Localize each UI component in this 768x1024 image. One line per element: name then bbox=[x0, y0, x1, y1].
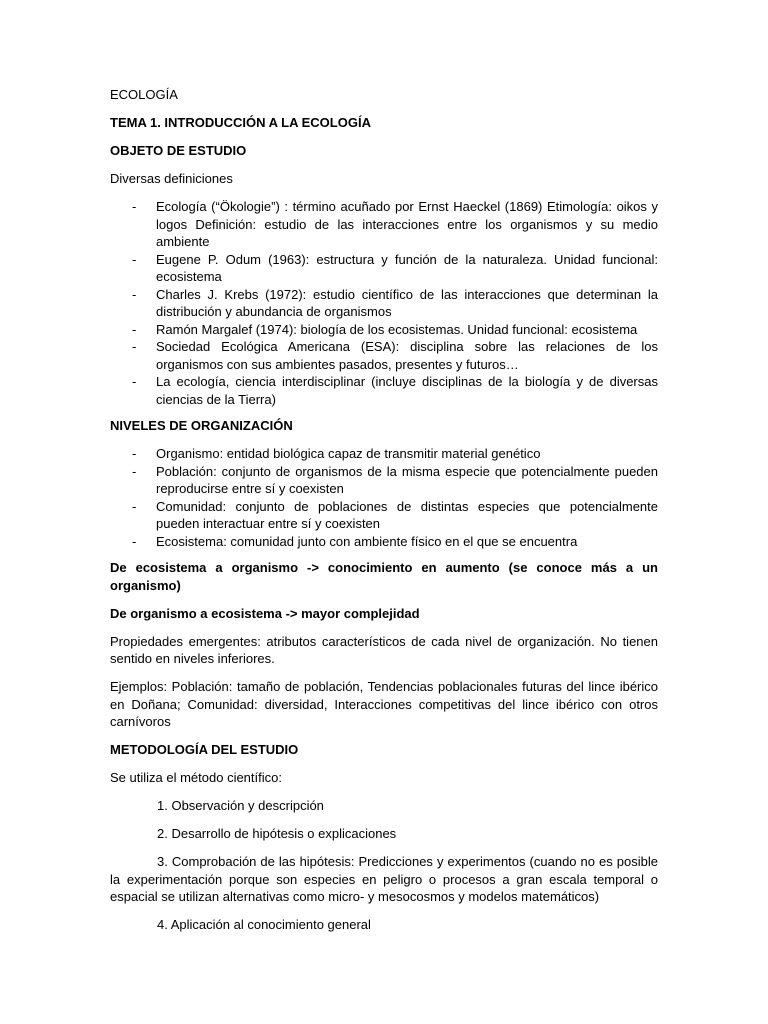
list-item bbox=[110, 251, 658, 286]
tema-title: TEMA 1. INTRODUCCIÓN A LA ECOLOGÍA bbox=[110, 115, 371, 130]
list-item-text: Comunidad: conjunto de poblaciones de distintas especies que potencialmente pueden interactuar entre sí y coexisten bbox=[156, 498, 658, 531]
dash-bullet: - bbox=[132, 533, 137, 549]
dash-bullet: - bbox=[132, 446, 137, 461]
method-step: 1. Observación y descripción bbox=[157, 798, 324, 813]
list-item bbox=[110, 445, 658, 463]
list-item bbox=[110, 498, 658, 533]
list-item bbox=[110, 373, 658, 408]
objeto-heading: OBJETO DE ESTUDIO bbox=[110, 143, 247, 158]
ejemplos-paragraph: Ejemplos: Población: tamaño de población, Tendencias poblacionales futuras del lince ibérico en Doñana; Comunidad: diversidad, Interacciones competitivas del lince ibérico con otros carnívoros bbox=[110, 679, 658, 729]
metodologia-intro: Se utiliza el método científico: bbox=[110, 770, 282, 785]
list-item-text: Organismo: entidad biológica capaz de transmitir material genético bbox=[156, 446, 541, 461]
document-header: ECOLOGÍA bbox=[110, 87, 178, 102]
dash-bullet: - bbox=[132, 321, 137, 337]
bold-line-organismo-ecosistema: De organismo a ecosistema -> mayor complejidad bbox=[110, 605, 420, 621]
definiciones-list bbox=[110, 198, 658, 408]
dash-bullet: - bbox=[132, 339, 137, 354]
niveles-heading: NIVELES DE ORGANIZACIÓN bbox=[110, 418, 293, 433]
metodologia-heading: METODOLOGÍA DEL ESTUDIO bbox=[110, 742, 299, 757]
dash-bullet: - bbox=[132, 498, 137, 514]
list-item-text: Ecología (“Ökologie”) : término acuñado por Ernst Haeckel (1869) Etimología: oikos y logos Definición: estudio de las interacciones entre los organismos y su medio ambiente bbox=[156, 199, 658, 249]
dash-bullet: - bbox=[132, 199, 137, 214]
list-item-text: Eugene P. Odum (1963): estructura y función de la naturaleza. Unidad funcional: ecosistema bbox=[156, 251, 658, 284]
list-item-text: Ecosistema: comunidad junto con ambiente físico en el que se encuentra bbox=[156, 533, 578, 549]
bold-line-ecosistema-organismo: De ecosistema a organismo -> conocimiento en aumento (se conoce más a un organismo) bbox=[110, 560, 658, 593]
method-step: 3. Comprobación de las hipótesis: Predicciones y experimentos (cuando no es posible la experimentación porque son especies en peligro o procesos a gran escala temporal o espacial se utilizan alternativas como micro- y mesocosmos y modelos matemáticos) bbox=[110, 854, 658, 904]
propiedades-paragraph: Propiedades emergentes: atributos característicos de cada nivel de organización. No tienen sentido en niveles inferiores. bbox=[110, 633, 658, 666]
list-item bbox=[110, 198, 658, 251]
dash-bullet: - bbox=[132, 251, 137, 267]
list-item-text: Población: conjunto de organismos de la misma especie que potencialmente pueden reproducirse entre sí y coexisten bbox=[156, 463, 658, 496]
list-item bbox=[110, 338, 658, 373]
niveles-list bbox=[110, 445, 658, 550]
method-step: 2. Desarrollo de hipótesis o explicaciones bbox=[157, 826, 397, 841]
list-item bbox=[110, 286, 658, 321]
dash-bullet: - bbox=[132, 374, 137, 389]
list-item-text: La ecología, ciencia interdisciplinar (incluye disciplinas de la biología y de diversas ciencias de la Tierra) bbox=[156, 374, 658, 407]
dash-bullet: - bbox=[132, 286, 137, 302]
document-body bbox=[110, 86, 658, 944]
method-step: 4. Aplicación al conocimiento general bbox=[157, 917, 371, 932]
dash-bullet: - bbox=[132, 463, 137, 479]
objeto-intro: Diversas definiciones bbox=[110, 171, 233, 186]
list-item-text: Charles J. Krebs (1972): estudio científico de las interacciones que determinan la distribución y abundancia de organismos bbox=[156, 286, 658, 319]
list-item-text: Sociedad Ecológica Americana (ESA): disciplina sobre las relaciones de los organismos con sus ambientes pasados, presentes y futuros… bbox=[156, 339, 658, 372]
list-item-text: Ramón Margalef (1974): biología de los ecosistemas. Unidad funcional: ecosistema bbox=[156, 321, 638, 337]
list-item bbox=[110, 533, 658, 551]
list-item bbox=[110, 321, 658, 339]
list-item bbox=[110, 463, 658, 498]
